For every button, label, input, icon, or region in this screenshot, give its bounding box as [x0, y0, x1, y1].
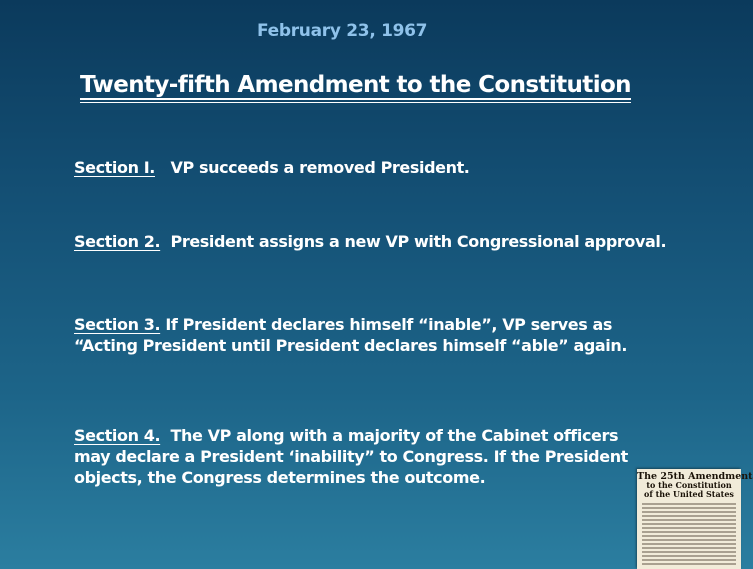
section-4-text-line3: objects, the Congress determines the outcome.: [74, 468, 486, 487]
section-1-heading: Section I.: [74, 158, 155, 177]
section-3-heading: Section 3.: [74, 315, 161, 334]
document-title: [637, 469, 753, 499]
document-title-line1: The 25th Amendment: [637, 471, 753, 482]
section-1-text: VP succeeds a removed President.: [170, 158, 470, 177]
section-3-text-line2: “Acting President until President declares himself “able” again.: [74, 336, 628, 355]
slide-date: February 23, 1967: [257, 21, 428, 41]
section-4-text-line1: The VP along with a majority of the Cabinet officers: [170, 426, 619, 445]
section-2: [74, 231, 666, 252]
amendment-document-image: [637, 469, 753, 569]
section-2-heading: Section 2.: [74, 232, 161, 251]
section-3-text-line1: If President declares himself “inable”, VP serves as: [165, 315, 613, 334]
section-3: [74, 314, 627, 356]
document-text-lines: [642, 503, 736, 567]
section-4-heading: Section 4.: [74, 426, 161, 445]
document-title-line3: of the United States: [644, 489, 734, 499]
document-title-line2: to the Constitution: [646, 480, 732, 490]
section-4: [74, 425, 628, 488]
section-4-text-line2: may declare a President ‘inability” to Congress. If the President: [74, 447, 628, 466]
section-1: [74, 157, 470, 178]
section-2-text: President assigns a new VP with Congressional approval.: [170, 232, 667, 251]
slide-title: Twenty-fifth Amendment to the Constitution: [80, 72, 631, 98]
